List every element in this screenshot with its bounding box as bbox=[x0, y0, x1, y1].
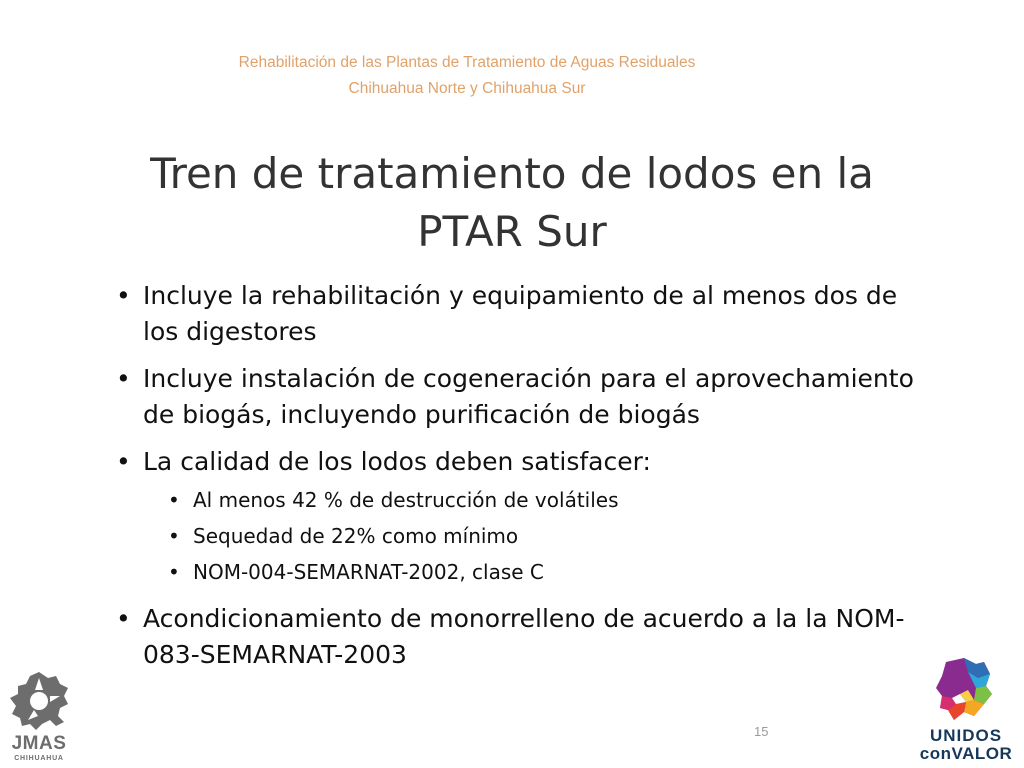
jmas-logo-city: CHIHUAHUA bbox=[14, 755, 64, 762]
bullet-text: Incluye la rehabilitación y equipamiento de al menos dos de los digestores bbox=[143, 281, 898, 346]
jmas-emblem-icon bbox=[6, 668, 72, 734]
sub-bullet-text: Al menos 42 % de destrucción de volátiles bbox=[193, 488, 619, 512]
sub-bullet-list bbox=[143, 482, 916, 590]
slide-header bbox=[0, 50, 934, 102]
bullet-item bbox=[116, 444, 916, 590]
title-line-2: PTAR Sur bbox=[417, 207, 607, 256]
jmas-logo bbox=[6, 668, 72, 764]
sub-bullet-item bbox=[143, 554, 916, 590]
bullet-dot-icon: • bbox=[116, 447, 131, 476]
bullet-dot-icon: • bbox=[116, 281, 131, 310]
bullet-item bbox=[116, 278, 916, 350]
chihuahua-map-icon bbox=[912, 654, 1020, 724]
bullet-dot-icon: • bbox=[116, 604, 131, 633]
sub-bullet-text: NOM-004-SEMARNAT-2002, clase C bbox=[193, 560, 544, 584]
unidos-logo-line-1: UNIDOS bbox=[929, 726, 1003, 745]
slide-title bbox=[100, 145, 924, 261]
sub-bullet-dot-icon: • bbox=[168, 560, 180, 584]
header-line-2: Chihuahua Norte y Chihuahua Sur bbox=[348, 80, 586, 97]
sub-bullet-text: Sequedad de 22% como mínimo bbox=[193, 524, 519, 548]
bullet-text: Acondicionamiento de monorrelleno de acuerdo a la la NOM-083-SEMARNAT-2003 bbox=[143, 604, 905, 669]
unidos-con-valor-logo bbox=[912, 654, 1020, 764]
bullet-text: La calidad de los lodos deben satisfacer: bbox=[143, 447, 651, 476]
jmas-logo-name: JMAS bbox=[11, 733, 67, 754]
sub-bullet-item bbox=[143, 518, 916, 554]
sub-bullet-dot-icon: • bbox=[168, 488, 180, 512]
bullet-item bbox=[116, 601, 916, 673]
bullet-text: Incluye instalación de cogeneración para el aprovechamiento de biogás, incluyendo purificación de biogás bbox=[143, 364, 914, 429]
page-number: 15 bbox=[754, 724, 769, 739]
sub-bullet-dot-icon: • bbox=[168, 524, 180, 548]
sub-bullet-item bbox=[143, 482, 916, 518]
bullet-item bbox=[116, 361, 916, 433]
title-line-1: Tren de tratamiento de lodos en la bbox=[150, 149, 874, 198]
unidos-logo-line-2: conVALOR bbox=[919, 744, 1013, 763]
bullet-dot-icon: • bbox=[116, 364, 131, 393]
header-line-1: Rehabilitación de las Plantas de Tratamiento de Aguas Residuales bbox=[238, 54, 696, 71]
bullet-list bbox=[116, 278, 916, 684]
